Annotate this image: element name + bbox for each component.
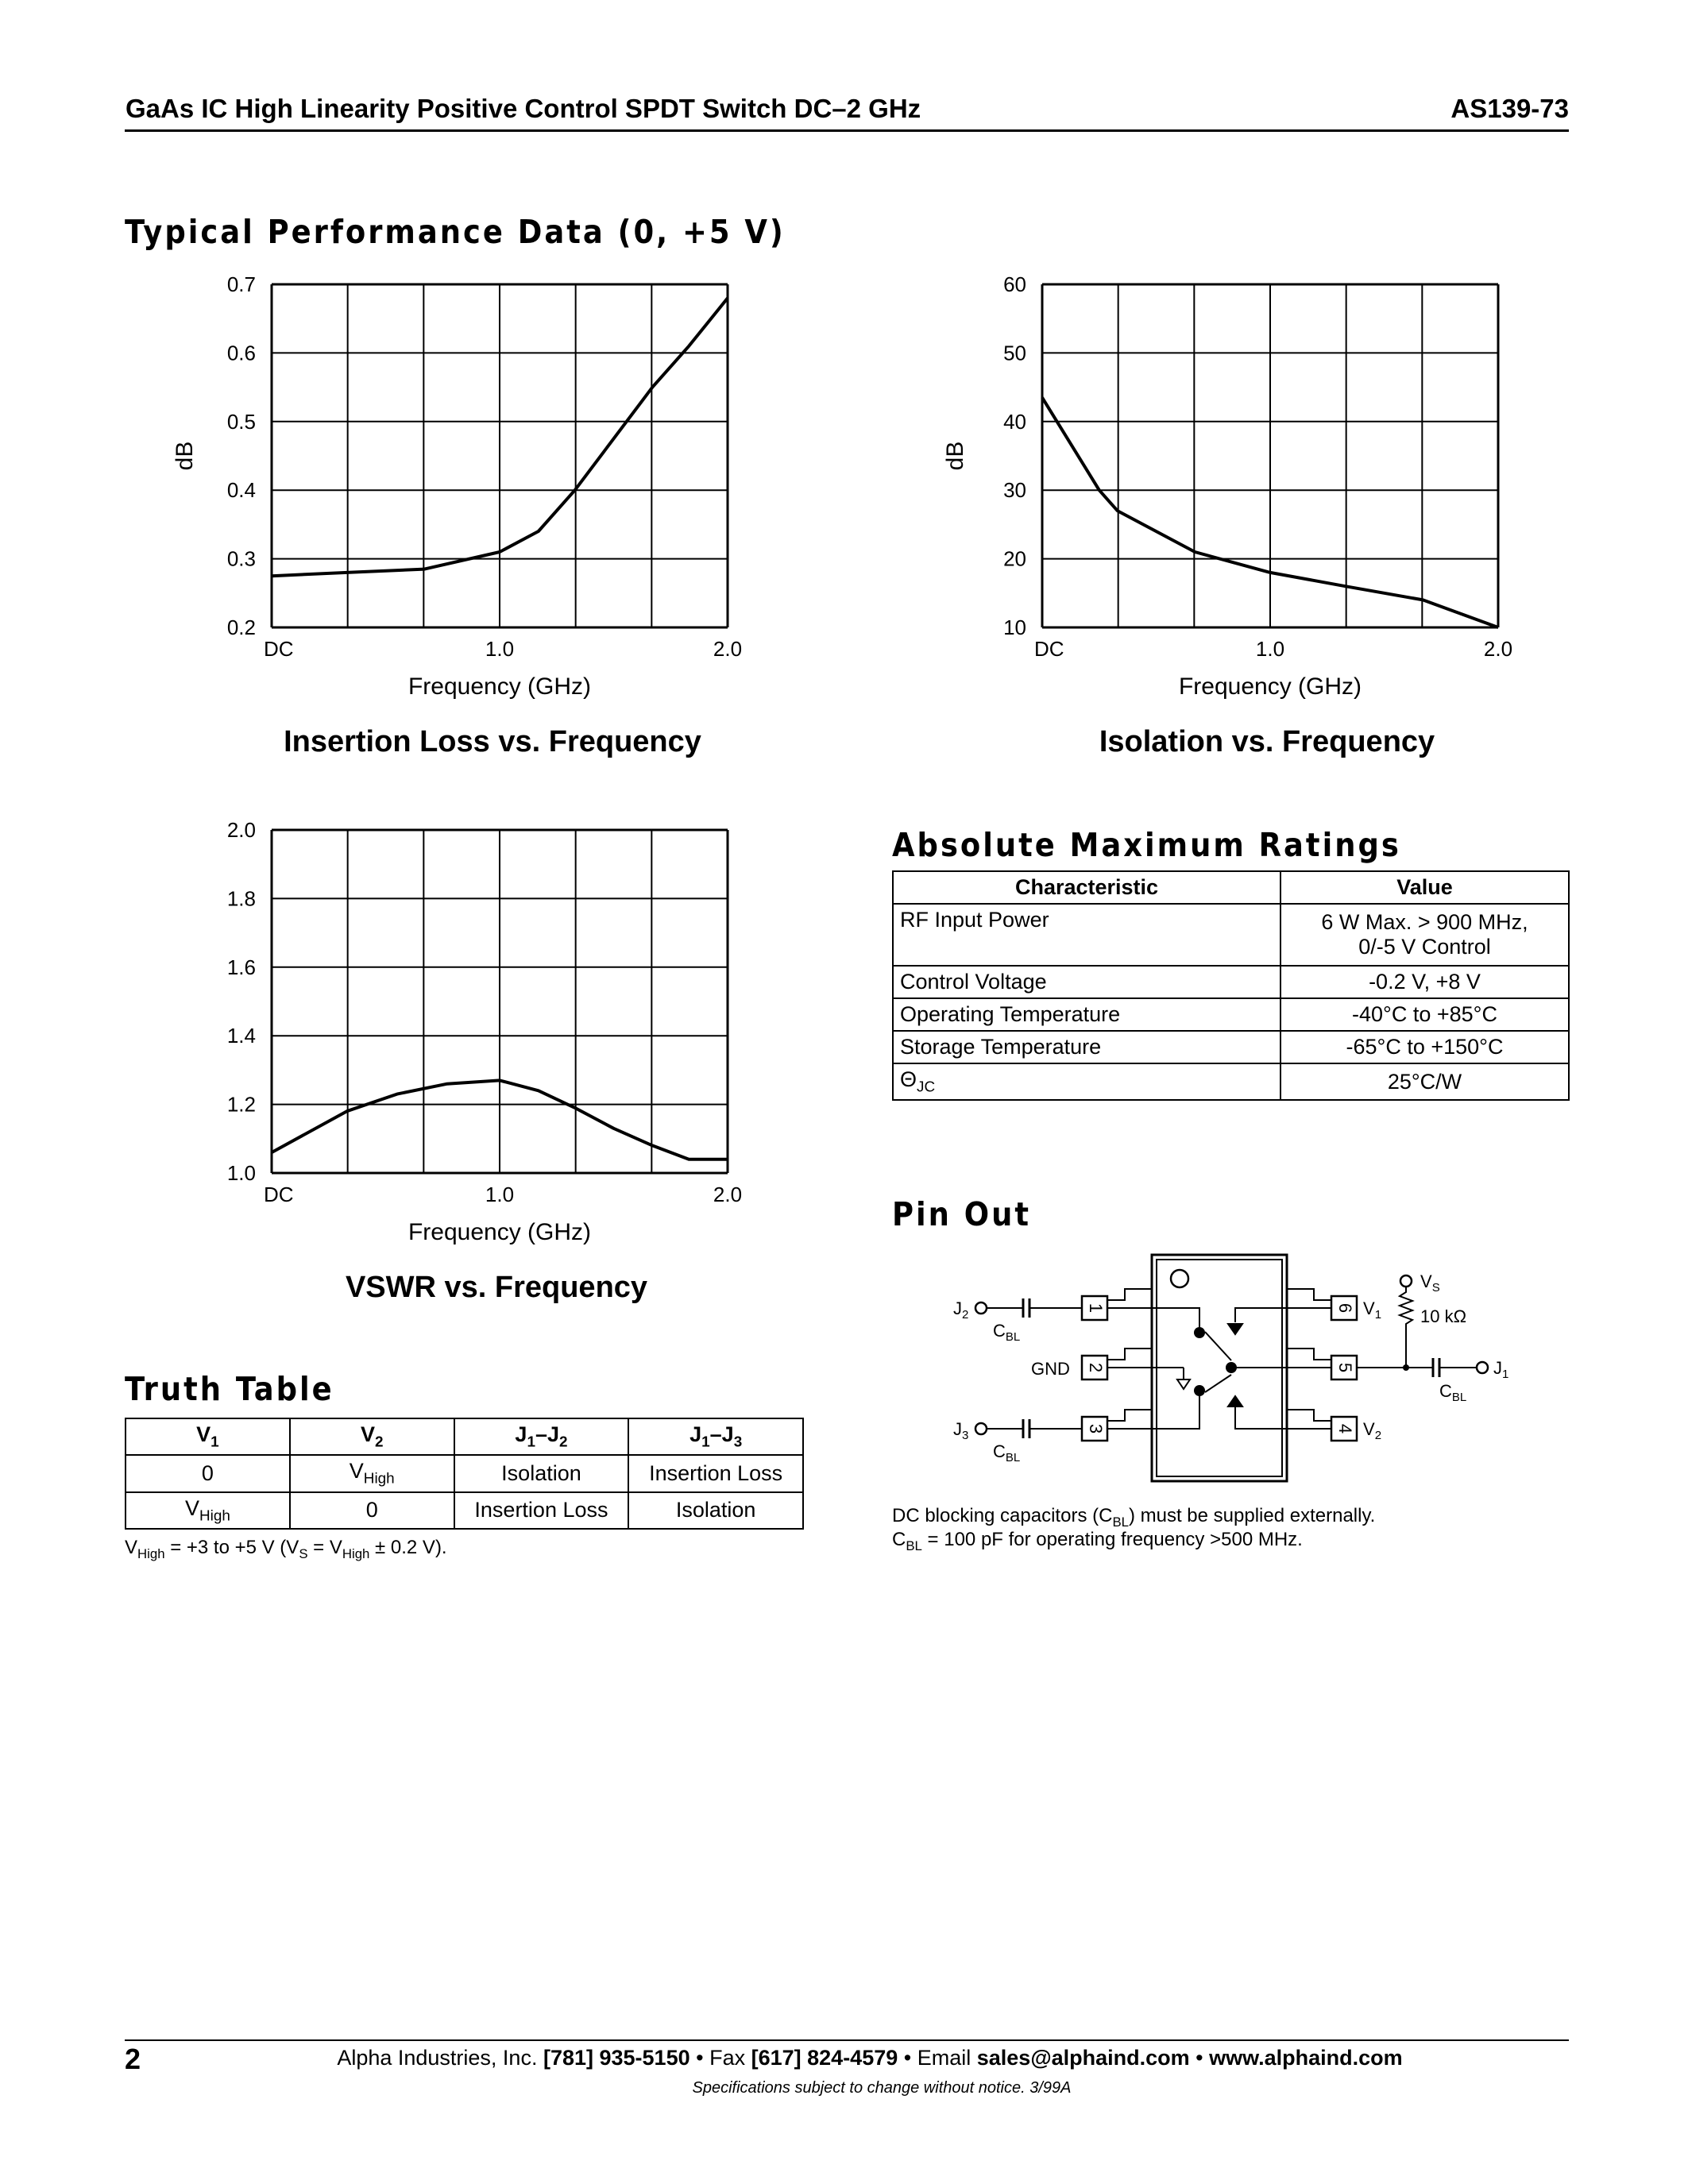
truth-table bbox=[125, 1418, 804, 1530]
amr-col-value: Value bbox=[1280, 871, 1569, 904]
x-axis-label: Frequency (GHz) bbox=[1178, 673, 1362, 700]
y-axis-label: dB bbox=[172, 441, 198, 471]
x-axis-label: Frequency (GHz) bbox=[408, 673, 592, 700]
vswr-chart-title: VSWR vs. Frequency bbox=[345, 1271, 648, 1304]
pin-1 bbox=[1082, 1289, 1157, 1320]
svg-text:CBL: $C_{BL}$ bbox=[993, 1441, 1021, 1464]
truth-table-header-row bbox=[126, 1418, 803, 1455]
truth-col-j1j2: $J_1-J_2$ bbox=[454, 1418, 629, 1455]
section-title-performance: Typical Performance Data (0, +5 V) bbox=[125, 213, 786, 251]
pin-3 bbox=[1082, 1410, 1157, 1441]
svg-text:1: 1 bbox=[1086, 1302, 1107, 1314]
amr-characteristic: $\Theta_{JC}$ bbox=[893, 1063, 1280, 1100]
y-axis-label: dB bbox=[942, 441, 968, 471]
amr-header-row bbox=[893, 871, 1569, 904]
amr-characteristic: Storage Temperature bbox=[893, 1031, 1280, 1063]
svg-text:J3: $J_3$ bbox=[953, 1419, 969, 1442]
pinout-note-1: DC blocking capacitors $(C_{BL})$ must be supplied externally. bbox=[892, 1505, 1376, 1530]
section-title-pinout: Pin Out bbox=[892, 1195, 1032, 1233]
y-tick-label: 1.0 bbox=[226, 1161, 256, 1185]
x-tick-label: 1.0 bbox=[485, 1183, 515, 1206]
v2-label: $V_2$ bbox=[1363, 1419, 1382, 1442]
y-tick-label: 2.0 bbox=[226, 818, 256, 842]
y-tick-label: 50 bbox=[1003, 341, 1026, 365]
y-tick-label: 30 bbox=[1003, 478, 1026, 503]
amr-value: -40°C to +85°C bbox=[1280, 998, 1569, 1031]
truth-table-note: $V_{High} = +3$ to +5 V ($V_S = V_{High} \pm 0.2$ V). bbox=[125, 1537, 447, 1561]
resistor-label: 10 kΩ bbox=[1420, 1306, 1467, 1326]
svg-text:5: 5 bbox=[1335, 1362, 1356, 1373]
gnd-label: GND bbox=[1031, 1359, 1070, 1379]
svg-text:VS: $V_S$ bbox=[1420, 1271, 1440, 1295]
y-tick-label: 1.2 bbox=[226, 1092, 256, 1117]
header-rule bbox=[125, 129, 1569, 132]
y-tick-label: 1.8 bbox=[226, 886, 256, 911]
truth-cell: 0 bbox=[126, 1455, 290, 1491]
pin-6 bbox=[1282, 1289, 1357, 1320]
amr-characteristic: Control Voltage bbox=[893, 966, 1280, 998]
y-tick-label: 1.6 bbox=[226, 955, 256, 979]
x-tick-label: DC bbox=[264, 637, 294, 661]
isolation-chart-title: Isolation vs. Frequency bbox=[1099, 725, 1435, 758]
amr-col-characteristic: Characteristic bbox=[893, 871, 1280, 904]
amr-characteristic: Operating Temperature bbox=[893, 998, 1280, 1031]
amr-characteristic: RF Input Power bbox=[893, 904, 1280, 966]
x-tick-label: 2.0 bbox=[1483, 637, 1513, 661]
table-row bbox=[126, 1492, 803, 1529]
pin-2 bbox=[1082, 1349, 1157, 1379]
truth-cell: $V_{High}$ bbox=[126, 1492, 290, 1529]
y-tick-label: 0.2 bbox=[226, 615, 256, 639]
internal-switch-circuit bbox=[1157, 1308, 1282, 1429]
truth-cell: $V_{High}$ bbox=[290, 1455, 454, 1491]
table-row bbox=[126, 1455, 803, 1491]
x-axis-label: Frequency (GHz) bbox=[408, 1219, 592, 1245]
truth-col-v1: $V_1$ bbox=[126, 1418, 290, 1455]
insertion-loss-chart bbox=[159, 270, 763, 715]
y-tick-label: 0.7 bbox=[226, 272, 256, 296]
svg-text:6: 6 bbox=[1335, 1302, 1356, 1314]
table-row bbox=[893, 998, 1569, 1031]
svg-text:CBL: $C_{BL}$ bbox=[993, 1321, 1021, 1344]
svg-text:CBL: $C_{BL}$ bbox=[1439, 1381, 1467, 1404]
truth-cell: Isolation bbox=[454, 1455, 629, 1491]
y-tick-label: 10 bbox=[1003, 615, 1026, 639]
table-row bbox=[893, 1063, 1569, 1100]
email-link[interactable]: sales@alphaind.com bbox=[976, 2046, 1190, 2070]
truth-cell: Insertion Loss bbox=[628, 1455, 803, 1491]
website-link[interactable]: www.alphaind.com bbox=[1209, 2046, 1403, 2070]
table-row bbox=[893, 1031, 1569, 1063]
y-tick-label: 0.3 bbox=[226, 546, 256, 571]
page-number: 2 bbox=[125, 2043, 141, 2075]
amr-value: 6 W Max. > 900 MHz, 0/-5 V Control bbox=[1280, 904, 1569, 966]
svg-text:2: 2 bbox=[1086, 1362, 1107, 1373]
y-tick-label: 0.4 bbox=[226, 478, 256, 503]
x-tick-label: DC bbox=[1034, 637, 1064, 661]
section-title-truth-table: Truth Table bbox=[125, 1370, 334, 1408]
pinout-diagram bbox=[937, 1243, 1541, 1489]
pinout-note-2: $C_{BL} = 100$ pF for operating frequency >500 MHz. bbox=[892, 1529, 1303, 1553]
vswr-chart bbox=[159, 814, 763, 1263]
x-tick-label: 1.0 bbox=[485, 637, 515, 661]
svg-text:J2: $J_2$ bbox=[953, 1298, 969, 1322]
amr-value: -0.2 V, +8 V bbox=[1280, 966, 1569, 998]
amr-table bbox=[892, 870, 1570, 1101]
section-title-amr: Absolute Maximum Ratings bbox=[892, 826, 1401, 864]
part-number: AS139-73 bbox=[1450, 94, 1569, 123]
svg-text:4: 4 bbox=[1335, 1423, 1356, 1434]
y-tick-label: 0.5 bbox=[226, 409, 256, 434]
pin-4 bbox=[1282, 1410, 1357, 1441]
truth-col-v2: $V_2$ bbox=[290, 1418, 454, 1455]
amr-value: 25°C/W bbox=[1280, 1063, 1569, 1100]
y-tick-label: 60 bbox=[1003, 272, 1026, 296]
footer-rule bbox=[125, 2039, 1569, 2041]
y-tick-label: 40 bbox=[1003, 409, 1026, 434]
x-tick-label: 1.0 bbox=[1255, 637, 1285, 661]
v1-label: $V_1$ bbox=[1363, 1298, 1382, 1322]
vs-bias-network bbox=[1357, 1271, 1508, 1404]
truth-col-j1j3: $J_1-J_3$ bbox=[628, 1418, 803, 1455]
y-tick-label: 20 bbox=[1003, 546, 1026, 571]
svg-text:3: 3 bbox=[1086, 1423, 1107, 1434]
y-tick-label: 1.4 bbox=[226, 1024, 256, 1048]
isolation-chart bbox=[929, 270, 1533, 715]
j2-terminal bbox=[953, 1298, 1082, 1344]
table-row bbox=[893, 966, 1569, 998]
x-tick-label: 2.0 bbox=[713, 1183, 743, 1206]
truth-cell: 0 bbox=[290, 1492, 454, 1529]
truth-cell: Isolation bbox=[628, 1492, 803, 1529]
footer-disclaimer: Specifications subject to change without notice. 3/99A bbox=[692, 2079, 1072, 2097]
insertion-loss-chart-title: Insertion Loss vs. Frequency bbox=[284, 725, 701, 758]
pin-5 bbox=[1282, 1349, 1357, 1379]
y-tick-label: 0.6 bbox=[226, 341, 256, 365]
table-row bbox=[893, 904, 1569, 966]
truth-cell: Insertion Loss bbox=[454, 1492, 629, 1529]
amr-value: -65°C to +150°C bbox=[1280, 1031, 1569, 1063]
j3-terminal bbox=[953, 1419, 1082, 1464]
document-title: GaAs IC High Linearity Positive Control SPDT Switch DC–2 GHz bbox=[126, 94, 921, 123]
x-tick-label: DC bbox=[264, 1183, 294, 1206]
svg-text:J1: $J_1$ bbox=[1493, 1358, 1509, 1381]
x-tick-label: 2.0 bbox=[713, 637, 743, 661]
footer-contact: Alpha Industries, Inc. [781] 935-5150 • Fax [617] 824-4579 • Email sales@alphaind.com • www.alphaind.com bbox=[337, 2046, 1403, 2070]
